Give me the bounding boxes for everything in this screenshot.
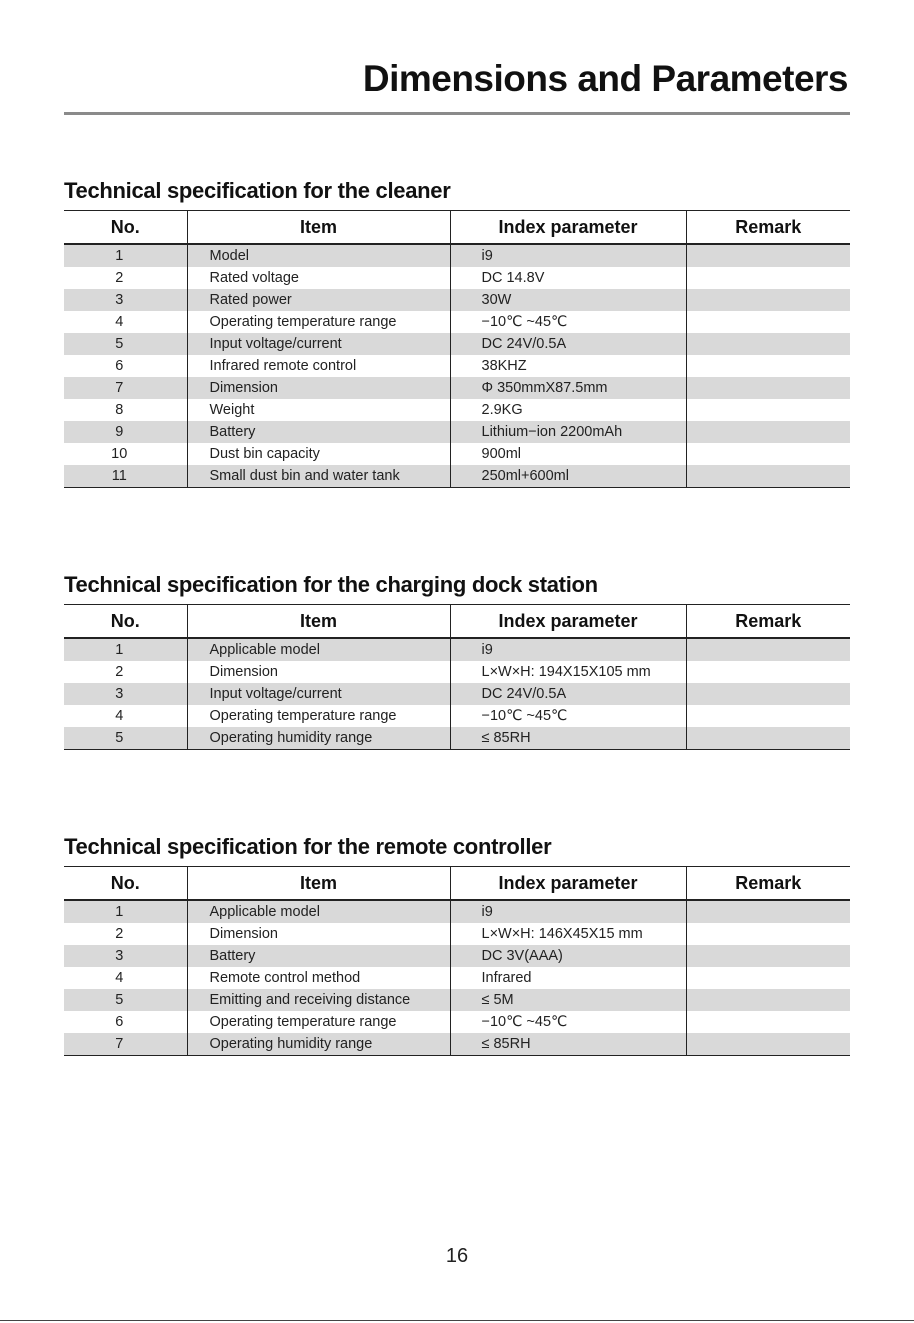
bottom-divider [0,1320,914,1321]
cell-remark [686,443,850,465]
cell-item: Infrared remote control [187,355,450,377]
cell-item: Emitting and receiving distance [187,989,450,1011]
cell-item: Operating humidity range [187,727,450,750]
cell-item: Rated voltage [187,267,450,289]
cell-remark [686,377,850,399]
cell-index-parameter: L×W×H: 194X15X105 mm [450,661,686,683]
table-row [64,923,850,945]
column-header-remark: Remark [686,605,850,639]
table-row [64,399,850,421]
cell-index-parameter: ≤ 85RH [450,727,686,750]
cell-index-parameter: DC 24V/0.5A [450,333,686,355]
cell-item: Model [187,244,450,267]
cell-index-parameter: 2.9KG [450,399,686,421]
cell-no: 1 [64,244,187,267]
cell-item: Dimension [187,923,450,945]
table-row [64,355,850,377]
cell-item: Operating temperature range [187,311,450,333]
cell-no: 2 [115,664,124,680]
cell-item: Input voltage/current [187,333,450,355]
section-heading: Technical specification for the charging dock station [64,572,598,597]
cell-index-parameter: −10℃ ~45℃ [450,311,686,333]
column-header-index-parameter: Index parameter [450,867,686,901]
cell-item: Input voltage/current [187,683,450,705]
table-row [64,1033,850,1056]
cell-remark [686,923,850,945]
table-row [64,244,850,267]
table-row [64,727,850,750]
cell-remark [686,421,850,443]
column-header-index-parameter: Index parameter [450,605,686,639]
cell-remark [686,967,850,989]
cell-no: 10 [111,446,128,462]
column-header-no: No. [64,867,187,901]
page-number: 16 [445,1245,469,1267]
cell-item: Applicable model [187,900,450,923]
cell-no: 7 [64,377,187,399]
cell-no: 4 [115,970,124,986]
table-row [64,683,850,705]
column-header-item: Item [187,867,450,901]
cell-remark [686,638,850,661]
column-header-no: No. [64,211,187,245]
cell-index-parameter: 38KHZ [450,355,686,377]
cell-no: 4 [115,314,124,330]
cell-no: 6 [115,1014,124,1030]
table-row [64,421,850,443]
cell-item: Battery [187,421,450,443]
cell-no: 5 [64,333,187,355]
table-row [64,377,850,399]
table-header-row [64,605,850,639]
table-row [64,333,850,355]
cell-index-parameter: −10℃ ~45℃ [450,705,686,727]
cell-item: Rated power [187,289,450,311]
cell-no: 2 [115,270,124,286]
cell-remark [686,683,850,705]
cell-remark [686,1033,850,1056]
table-row [64,638,850,661]
cell-remark [686,727,850,750]
section-cleaner [64,178,850,488]
cell-no: 3 [64,945,187,967]
cell-no: 5 [64,989,187,1011]
table-header-row [64,211,850,245]
cell-item: Dust bin capacity [187,443,450,465]
cell-remark [686,661,850,683]
cell-index-parameter: ≤ 5M [450,989,686,1011]
section-remote-controller [64,834,850,1056]
column-header-remark: Remark [686,867,850,901]
table-row [64,945,850,967]
page-title: Dimensions and Parameters [362,58,848,99]
column-header-remark: Remark [686,211,850,245]
column-header-index-parameter: Index parameter [450,211,686,245]
table-row [64,1011,850,1033]
column-header-no: No. [64,605,187,639]
cell-remark [686,465,850,488]
cell-no: 2 [115,926,124,942]
cell-remark [686,900,850,923]
cell-index-parameter: −10℃ ~45℃ [450,1011,686,1033]
table-row [64,465,850,488]
cell-index-parameter: L×W×H: 146X45X15 mm [450,923,686,945]
cell-item: Remote control method [187,967,450,989]
table-row [64,311,850,333]
cell-index-parameter: DC 3V(AAA) [450,945,686,967]
cell-remark [686,244,850,267]
cell-no: 3 [64,683,187,705]
cell-index-parameter: ≤ 85RH [450,1033,686,1056]
column-header-item: Item [187,605,450,639]
table-row [64,967,850,989]
cell-item: Dimension [187,377,450,399]
cell-index-parameter: i9 [450,900,686,923]
cell-item: Operating humidity range [187,1033,450,1056]
table-row [64,267,850,289]
cell-index-parameter: 900ml [450,443,686,465]
table-row [64,443,850,465]
cell-item: Battery [187,945,450,967]
cell-index-parameter: i9 [450,638,686,661]
table-row [64,289,850,311]
cell-no: 4 [115,708,124,724]
cell-remark [686,1011,850,1033]
cell-item: Weight [187,399,450,421]
section-heading: Technical specification for the cleaner [64,178,451,203]
cell-index-parameter: 250ml+600ml [450,465,686,488]
cell-no: 5 [64,727,187,750]
cell-index-parameter: Infrared [450,967,686,989]
cell-index-parameter: DC 24V/0.5A [450,683,686,705]
cell-no: 1 [64,638,187,661]
cell-remark [686,289,850,311]
spec-table-charging-dock [64,604,850,750]
cell-index-parameter: Lithium−ion 2200mAh [450,421,686,443]
table-row [64,900,850,923]
cell-item: Operating temperature range [187,1011,450,1033]
cell-index-parameter: i9 [450,244,686,267]
cell-no: 7 [64,1033,187,1056]
table-row [64,989,850,1011]
cell-remark [686,333,850,355]
cell-index-parameter: Φ 350mmX87.5mm [450,377,686,399]
section-charging-dock [64,572,850,750]
title-divider [64,112,850,115]
cell-item: Dimension [187,661,450,683]
cell-remark [686,311,850,333]
section-heading: Technical specification for the remote controller [64,834,552,859]
table-row [64,705,850,727]
spec-table-cleaner [64,210,850,488]
cell-remark [686,705,850,727]
cell-remark [686,399,850,421]
cell-remark [686,945,850,967]
cell-remark [686,989,850,1011]
cell-item: Small dust bin and water tank [187,465,450,488]
spec-table-remote-controller [64,866,850,1056]
column-header-item: Item [187,211,450,245]
cell-no: 1 [64,900,187,923]
cell-no: 3 [64,289,187,311]
cell-no: 9 [64,421,187,443]
cell-item: Operating temperature range [187,705,450,727]
cell-no: 8 [115,402,124,418]
cell-item: Applicable model [187,638,450,661]
table-header-row [64,867,850,901]
cell-index-parameter: 30W [450,289,686,311]
cell-remark [686,267,850,289]
cell-no: 11 [64,465,187,488]
cell-remark [686,355,850,377]
cell-no: 6 [115,358,124,374]
table-row [64,661,850,683]
cell-index-parameter: DC 14.8V [450,267,686,289]
